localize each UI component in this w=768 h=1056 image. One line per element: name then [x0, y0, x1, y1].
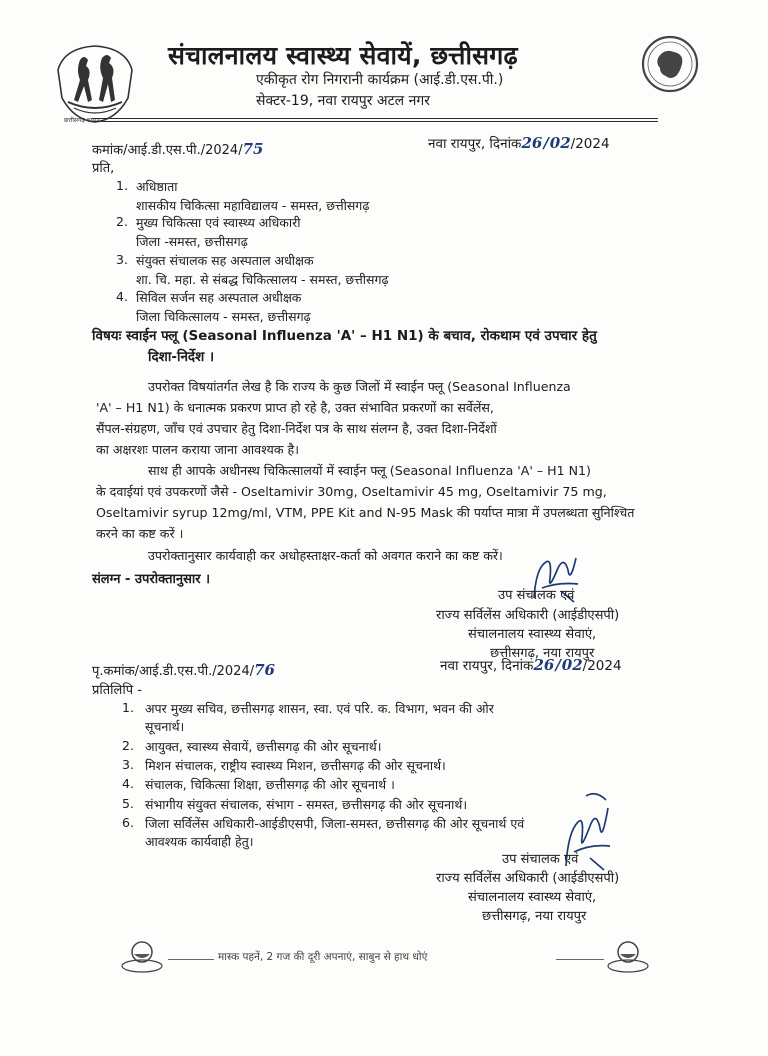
recipient-line: शा. चि. महा. से संबद्ध चिकित्सालय - समस्त, छत्तीसगढ़ — [136, 272, 389, 287]
copy-reference-printed: पृ.कमांक/आई.डी.एस.पी./2024/ — [92, 664, 255, 679]
signatory-designation: उप संचालक एवं — [498, 588, 575, 603]
date-year: /2024 — [570, 136, 610, 152]
copy-item-line: जिला सर्विलेंस अधिकारी-आईडीएसपी, जिला-समस्त, छत्तीसगढ़ की ओर सूचनार्थ एवं — [145, 816, 525, 831]
body-line: का अक्षरशः पालन कराया जाना आवश्यक है। — [96, 442, 299, 457]
header-divider — [92, 118, 658, 119]
copy-place-date-label: नवा रायपुर, दिनांक — [440, 658, 534, 674]
copy-label: प्रतिलिपि - — [92, 683, 142, 698]
body-line: के दवाईयां एवं उपकरणों जैसे - Oseltamivir 30mg, Oseltamivir 45 mg, Oseltamivir 75 mg, — [96, 484, 607, 499]
copy-item-num: 2. — [122, 738, 134, 753]
mask-face-icon — [606, 936, 650, 976]
body-line: 'A' – H1 N1) के धनात्मक प्रकरण प्राप्त हो रहे है, उक्त संभावित प्रकरणों का सर्वेलेंस, — [96, 400, 494, 415]
signatory-office: संचालनालय स्वास्थ्य सेवाएं, — [468, 627, 597, 642]
copy-date-year: /2024 — [582, 658, 622, 674]
emblem-caption: छत्तीसगढ़ शासन — [64, 117, 100, 124]
recipient-num: 1. — [116, 178, 128, 193]
copy-item-num: 4. — [122, 776, 134, 791]
government-emblem-icon — [50, 40, 140, 128]
copy-date-day: 26 — [533, 656, 555, 674]
body-line: Oseltamivir syrup 12mg/ml, VTM, PPE Kit and N-95 Mask की पर्याप्त मात्रा में उपलब्धता सुनिश्चित — [96, 505, 635, 520]
copy-item-line: सूचनार्थ। — [145, 719, 185, 734]
copy-item-num: 3. — [122, 757, 134, 772]
recipient-num: 2. — [116, 214, 128, 229]
copy-item-line: संभागीय संयुक्त संचालक, संभाग - समस्त, छत्तीसगढ़ की ओर सूचनार्थ। — [145, 797, 468, 812]
copy-signatory-designation: राज्य सर्विलेंस अधिकारी (आईडीएसपी) — [436, 871, 620, 886]
subject-line: विषयः स्वाईन फ्लू (Seasonal Influenza 'A' – H1 N1) के बचाव, रोकथाम एवं उपचार हेतु — [92, 328, 597, 344]
copy-item-line: अपर मुख्य सचिव, छत्तीसगढ़ शासन, स्वा. एवं परि. क. विभाग, भवन की ओर — [145, 701, 494, 716]
copy-date: नवा रायपुर, दिनांक26/02/2024 — [440, 656, 622, 674]
recipient-line: जिला -समस्त, छत्तीसगढ़ — [136, 234, 248, 249]
state-map-emblem-icon — [640, 34, 700, 94]
body-line: साथ ही आपके अधीनस्थ चिकित्सालयों में स्वाईन फ्लू (Seasonal Influenza 'A' – H1 N1) — [148, 463, 591, 478]
footer-rule-left — [168, 959, 214, 960]
recipient-line: संयुक्त संचालक सह अस्पताल अधीक्षक — [136, 253, 314, 268]
copy-item-num: 5. — [122, 796, 134, 811]
copy-item-num: 1. — [122, 700, 134, 715]
copy-item-num: 6. — [122, 815, 134, 830]
body-line: उपरोक्तानुसार कार्यवाही कर अधोहस्ताक्षर-कर्ता को अवगत कराने का कष्ट करें। — [148, 548, 503, 563]
copy-date-month: 02 — [561, 656, 583, 674]
to-label: प्रति, — [92, 161, 115, 176]
footer-rule-right — [556, 959, 604, 960]
reference-number — [92, 140, 263, 158]
place-date-label: नवा रायपुर, दिनांक — [428, 136, 522, 152]
directorate-address: सेक्टर-19, नवा रायपुर अटल नगर — [256, 93, 430, 109]
recipient-num: 4. — [116, 289, 128, 304]
date-month: 02 — [549, 134, 571, 152]
program-name: एकीकृत रोग निगरानी कार्यक्रम (आई.डी.एस.पी.) — [256, 72, 504, 88]
letter-date: नवा रायपुर, दिनांक26/02/2024 — [428, 134, 610, 152]
reference-printed: कमांक/आई.डी.एस.पी./2024/ — [92, 143, 243, 158]
date-day: 26 — [521, 134, 543, 152]
body-line: उपरोक्त विषयांतर्गत लेख है कि राज्य के कुछ जिलों में स्वाईन फ्लू (Seasonal Influenza — [148, 379, 571, 394]
copy-item-line: मिशन संचालक, राष्ट्रीय स्वास्थ्य मिशन, छत्तीसगढ़ की ओर सूचनार्थ। — [145, 758, 446, 773]
recipient-line: अधिष्ठाता — [136, 179, 178, 194]
recipient-num: 3. — [116, 252, 128, 267]
copy-reference-handwritten: 76 — [254, 661, 275, 679]
recipient-line: जिला चिकित्सालय - समस्त, छत्तीसगढ़ — [136, 309, 311, 324]
copy-reference-number — [92, 661, 275, 679]
copy-item-line: आवश्यक कार्यवाही हेतु। — [145, 834, 254, 849]
copy-signatory-place: छत्तीसगढ़, नया रायपुर — [482, 909, 587, 924]
signatory-designation: राज्य सर्विलेंस अधिकारी (आईडीएसपी) — [436, 608, 620, 623]
header-divider-thin — [92, 121, 658, 122]
signatory-place: छत्तीसगढ़, नया रायपुर — [490, 646, 595, 661]
body-line: करने का कष्ट करें । — [96, 526, 184, 541]
body-line: सैंपल-संग्रहण, जाँच एवं उपचार हेतु दिशा-निर्देश पत्र के साथ संलग्न है, उक्त दिशा-निर्देशों — [96, 421, 497, 436]
copy-item-line: संचालक, चिकित्सा शिक्षा, छत्तीसगढ़ की ओर सूचनार्थ । — [145, 777, 395, 792]
recipient-line: शासकीय चिकित्सा महाविद्यालय - समस्त, छत्तीसगढ़ — [136, 198, 370, 213]
recipient-line: मुख्य चिकित्सा एवं स्वास्थ्य अधिकारी — [136, 215, 301, 230]
subject-line-2: दिशा-निर्देश । — [148, 349, 215, 365]
enclosure-line: संलग्न - उपरोक्तानुसार । — [92, 572, 210, 587]
copy-signatory-office: संचालनालय स्वास्थ्य सेवाएं, — [468, 890, 597, 905]
copy-item-line: आयुक्त, स्वास्थ्य सेवायें, छत्तीसगढ़ की ओर सूचनार्थ। — [145, 739, 382, 754]
reference-handwritten: 75 — [242, 140, 264, 158]
recipient-line: सिविल सर्जन सह अस्पताल अधीक्षक — [136, 290, 302, 305]
mask-face-icon — [120, 936, 164, 976]
footer-slogan: मास्क पहनें, 2 गज की दूरी अपनाएं, साबुन से हाथ धोएं — [218, 951, 428, 963]
copy-signatory-designation: उप संचालक एवं — [502, 852, 579, 867]
directorate-title: संचालनालय स्वास्थ्य सेवायें, छत्तीसगढ़ — [168, 41, 518, 70]
